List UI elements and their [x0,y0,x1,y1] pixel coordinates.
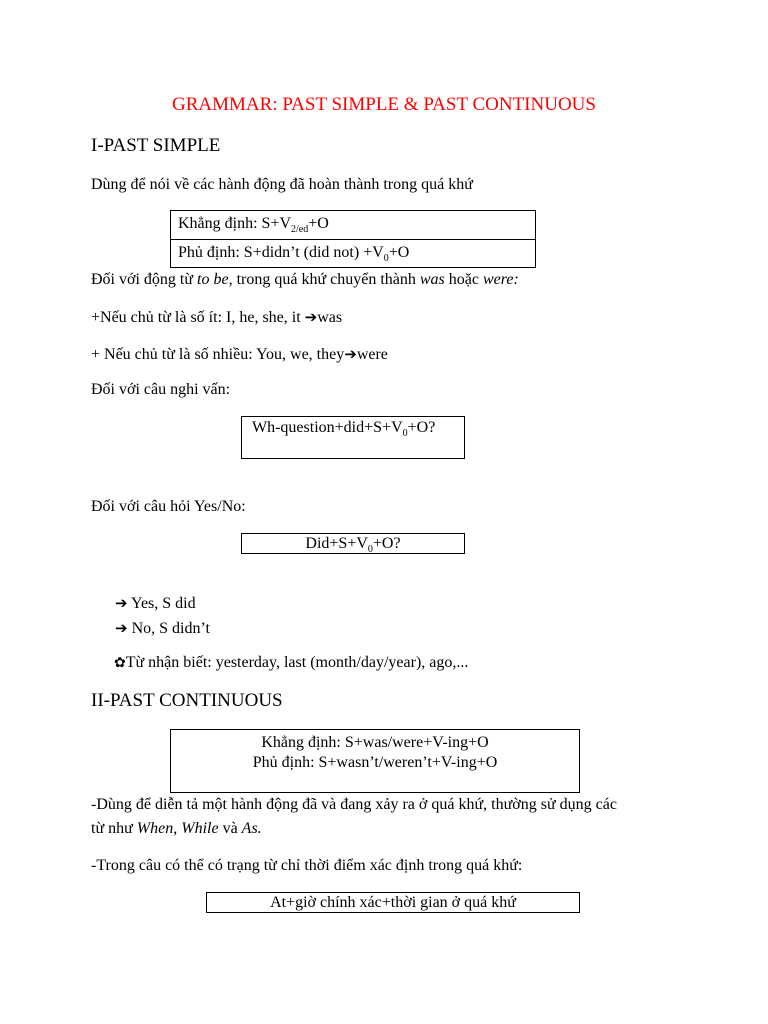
past-simple-affirmative: Khẳng định: $S+V_{2/ed}+O$ [178,215,329,236]
question-intro: Đối với câu nghi vấn: [91,381,231,398]
flower-bullet-icon: ✿ [114,655,126,671]
wh-question-box [241,416,465,459]
yesno-formula-box [241,533,465,554]
yesno-intro: Đối với câu hỏi Yes/No: [91,498,246,515]
plural-subject-rule: + Nếu chủ từ là số nhiều: You, we, they➔were [91,345,388,363]
past-continuous-usage-line2: từ như When, While và As. [91,820,262,837]
section-heading-past-simple: I-PAST SIMPLE [91,135,221,156]
past-continuous-usage-line1: -Dùng để diễn tả một hành động đã và đang xảy ra ở quá khứ, thường sử dụng các [91,796,617,813]
time-formula: At+giờ chính xác+thời gian ở quá khứ [270,894,516,911]
section-heading-past-continuous: II-PAST CONTINUOUS [91,690,283,711]
past-continuous-formula-box [170,729,580,793]
right-arrow-icon: ➔ [304,308,318,326]
past-simple-formula-table [170,210,536,268]
past-simple-intro: Dùng để nói về các hành động đã hoàn thành trong quá khứ [91,176,473,193]
past-simple-negative: Phủ định: S+didn’t (did $not) +V_0+O$ [178,244,410,265]
singular-subject-rule: +Nếu chủ từ là số ít: I, he, she, it ➔was [91,308,343,326]
past-continuous-affirmative: Khẳng định: S+was/were+V-ing+O [261,734,489,751]
wh-question-formula: $Wh-question+did+S+V_0+O$? [252,419,436,440]
document-title: GRAMMAR: PAST SIMPLE & PAST CONTINUOUS [172,94,596,115]
yesno-formula: $Did+S+V_0+O$? [305,535,401,556]
signal-words: ✿Từ nhận biết: yesterday, last (month/day/year), ago,... [114,654,469,671]
right-arrow-icon: ➔ [115,594,128,612]
answer-no: ➔ No, S didn’t [115,619,210,637]
adverb-note: -Trong câu có thể có trạng từ chỉ thời điểm xác định trong quá khứ: [91,857,523,874]
table-divider [171,239,535,240]
to-be-note: Đối với động từ to be, trong quá khứ chuyển thành was hoặc were: [91,271,519,288]
past-continuous-negative: Phủ định: S+wasn’t/weren’t+V-ing+O [252,754,498,771]
answer-yes: ➔ Yes, S did [115,594,196,612]
time-formula-box [206,892,580,913]
right-arrow-icon: ➔ [115,619,128,637]
right-arrow-icon: ➔ [344,345,357,363]
